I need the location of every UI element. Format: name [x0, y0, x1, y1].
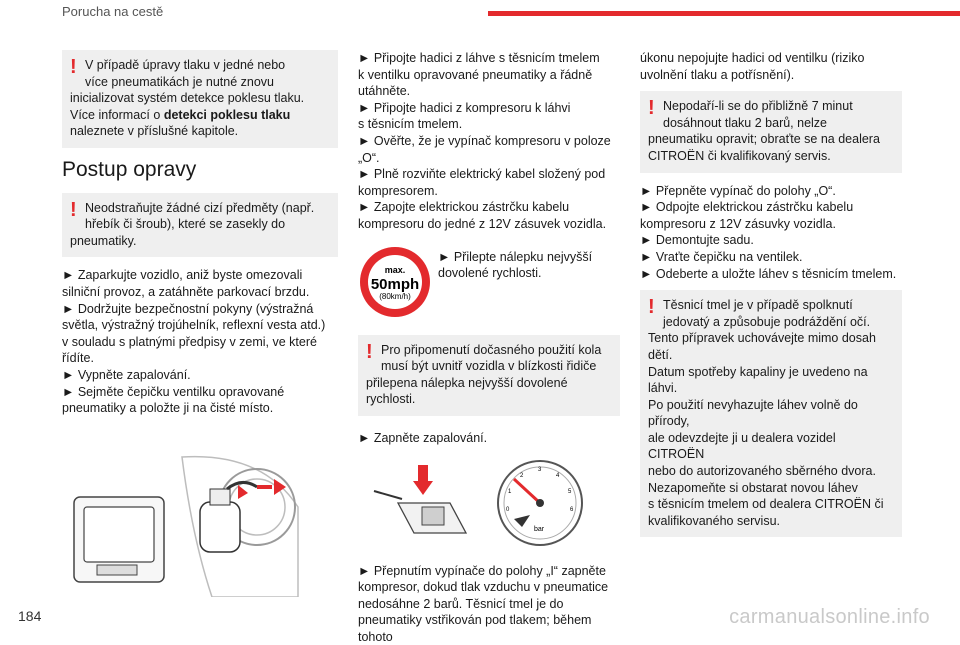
step-line: pneumatiky vstřikován pod tlakem; během tohoto: [358, 612, 620, 645]
step-line: utáhněte.: [358, 83, 620, 100]
warning-line: jedovatý a způsobuje podráždění očí.: [663, 315, 870, 329]
gauge-tick: 5: [568, 489, 572, 495]
step-line: ► Zaparkujte vozidlo, aniž byste omezovali: [62, 267, 338, 284]
pressure-gauge: [492, 457, 592, 549]
step-line: úkonu nepojujte hadici od ventilku (riziko: [640, 50, 902, 67]
warning-icon: !: [648, 298, 655, 316]
column-right: [640, 50, 902, 547]
gauge-tick: 1: [508, 489, 512, 495]
step-line: ► Odeberte a uložte láhev s těsnicím tmelem.: [640, 266, 902, 283]
step-line: kompresorem.: [358, 183, 620, 200]
warning-line: kvalifikovaného servisu.: [648, 514, 780, 528]
step-line: ► Odpojte elektrickou zástrčku kabelu: [640, 199, 902, 216]
step-line: ► Plně rozviňte elektrický kabel složený pod: [358, 166, 620, 183]
gauge-tick: 3: [538, 467, 542, 473]
section-heading: Postup opravy: [62, 162, 338, 179]
step-line: dovolené rychlosti.: [438, 265, 592, 282]
steps-list: [358, 50, 620, 233]
step-line: pneumatiky a položte ji na čisté místo.: [62, 400, 338, 417]
warning-box-foreign-objects: [62, 193, 338, 258]
watermark: carmanualsonline.info: [729, 606, 930, 629]
compressor-switch-illustration: [358, 457, 478, 549]
running-header: Porucha na cestě: [62, 4, 163, 19]
step-line: „O“.: [358, 150, 620, 167]
warning-line: Nepodaří-li se do přibližně 7 minut: [663, 99, 853, 113]
step-line: ► Připojte hadici z láhve s těsnicím tmelem: [358, 50, 620, 67]
warning-line: Neodstraňujte žádné cizí předměty (např.: [85, 201, 314, 215]
step-line: ► Vraťte čepičku na ventilek.: [640, 249, 902, 266]
warning-line: více pneumatikách je nutné znovu: [85, 75, 274, 89]
step-line: ► Přepněte vypínač do polohy „O“.: [640, 183, 902, 200]
step-line: v souladu s platnými předpisy v zemi, ve které: [62, 334, 338, 351]
warning-icon: !: [70, 201, 77, 219]
sticker-max: max.: [385, 265, 406, 275]
gauge-tick: 6: [570, 507, 574, 513]
warning-line: hřebík či šroub), které se zasekly do: [85, 217, 285, 231]
warning-box-tpms: [62, 50, 338, 148]
steps-list: [640, 183, 902, 283]
warning-line: Pro připomenutí dočasného použití kola: [381, 343, 601, 357]
header-accent-bar: [488, 11, 960, 16]
step-line: nedosáhne 2 barů. Těsnicí tmel je do: [358, 596, 620, 613]
warning-line: Tento přípravek uchovávejte mimo dosah: [648, 331, 876, 345]
step-line: ► Přilepte nálepku nejvyšší: [438, 249, 592, 266]
warning-line: CITROËN či kvalifikovaný servis.: [648, 149, 831, 163]
step-line: kompresor, dokud tlak vzduchu v pneumatice: [358, 579, 620, 596]
warning-icon: !: [366, 343, 373, 361]
step-line: ► Vypněte zapalování.: [62, 367, 338, 384]
warning-line: naleznete v příslušné kapitole.: [70, 124, 238, 138]
warning-line: dosáhnout tlaku 2 barů, nelze: [663, 116, 827, 130]
warning-line: pneumatiku opravit; obraťte se na dealera: [648, 132, 880, 146]
step-line: silniční provoz, a zatáhněte parkovací brzdu.: [62, 284, 338, 301]
warning-line: Nezapomeňte si obstarat novou láhev: [648, 481, 858, 495]
step-line: ► Přepnutím vypínače do polohy „I“ zapněte: [358, 563, 620, 580]
sticker-instruction: [438, 245, 592, 282]
switch-and-gauge-figure: [358, 457, 620, 549]
gauge-unit: bar: [534, 526, 545, 533]
warning-line: Více informací o: [70, 108, 160, 122]
compressor-illustration: [62, 447, 302, 597]
warning-line: musí být uvnitř vozidla v blízkosti řidiče: [381, 359, 596, 373]
warning-line: inicializovat systém detekce poklesu tlaku.: [70, 91, 304, 105]
speed-sticker-row: [358, 245, 620, 319]
step-line: ► Demontujte sadu.: [640, 232, 902, 249]
warning-line: dětí.: [648, 348, 672, 362]
warning-line: Po použití nevyhazujte láhev volně do přírody,: [648, 398, 858, 429]
step-line: s těsnicím tmelem.: [358, 116, 620, 133]
warning-bold: detekci poklesu tlaku: [164, 108, 290, 122]
warning-icon: !: [648, 99, 655, 117]
warning-box-sticker: [358, 335, 620, 416]
gauge-tick: 0: [506, 507, 510, 513]
step-line: kompresoru do jedné z 12V zásuvek vozidla.: [358, 216, 620, 233]
step-line: ► Sejměte čepičku ventilku opravované: [62, 384, 338, 401]
warning-box-sealant: [640, 290, 902, 537]
step-line: ► Ověřte, že je vypínač kompresoru v poloze: [358, 133, 620, 150]
step-line: ► Připojte hadici z kompresoru k láhvi: [358, 100, 620, 117]
warning-line: přilepena nálepka nejvyšší dovolené rychlosti.: [366, 376, 568, 407]
step-line: kompresoru z 12V zásuvky vozidla.: [640, 216, 902, 233]
warning-line: pneumatiky.: [70, 234, 136, 248]
steps-list: [358, 563, 620, 645]
step-line: ► Zapojte elektrickou zástrčku kabelu: [358, 199, 620, 216]
warning-line: ale odevzdejte ji u dealera vozidel CITROËN: [648, 431, 836, 462]
column-left: [62, 50, 338, 597]
column-middle: [358, 50, 620, 645]
step-line: ► Dodržujte bezpečnostní pokyny (výstražná: [62, 301, 338, 318]
warning-line: nebo do autorizovaného sběrného dvora.: [648, 464, 876, 478]
warning-line: Těsnicí tmel je v případě spolknutí: [663, 298, 853, 312]
speed-limit-sticker: [358, 245, 432, 319]
step-line: uvolnění tlaku a potřísnění).: [640, 67, 902, 84]
warning-icon: !: [70, 58, 77, 76]
step-line: k ventilku opravované pneumatiky a řádně: [358, 67, 620, 84]
warning-box-seven-minutes: [640, 91, 902, 172]
sticker-speed: 50mph: [371, 276, 419, 293]
step-line: ► Zapněte zapalování.: [358, 430, 620, 447]
warning-line: Datum spotřeby kapaliny je uvedeno na láhvi.: [648, 365, 868, 396]
steps-list: [62, 267, 338, 416]
warning-line: V případě úpravy tlaku v jedné nebo: [85, 58, 285, 72]
warning-line: s těsnicím tmelem od dealera CITROËN či: [648, 497, 884, 511]
gauge-tick: 4: [556, 473, 560, 479]
page-number: 184: [18, 608, 41, 624]
gauge-tick: 2: [520, 473, 524, 479]
sticker-kmh: (80km/h): [379, 292, 411, 301]
step-line: řídíte.: [62, 350, 338, 367]
step-line: světla, výstražný trojúhelník, reflexní vesta atd.): [62, 317, 338, 334]
